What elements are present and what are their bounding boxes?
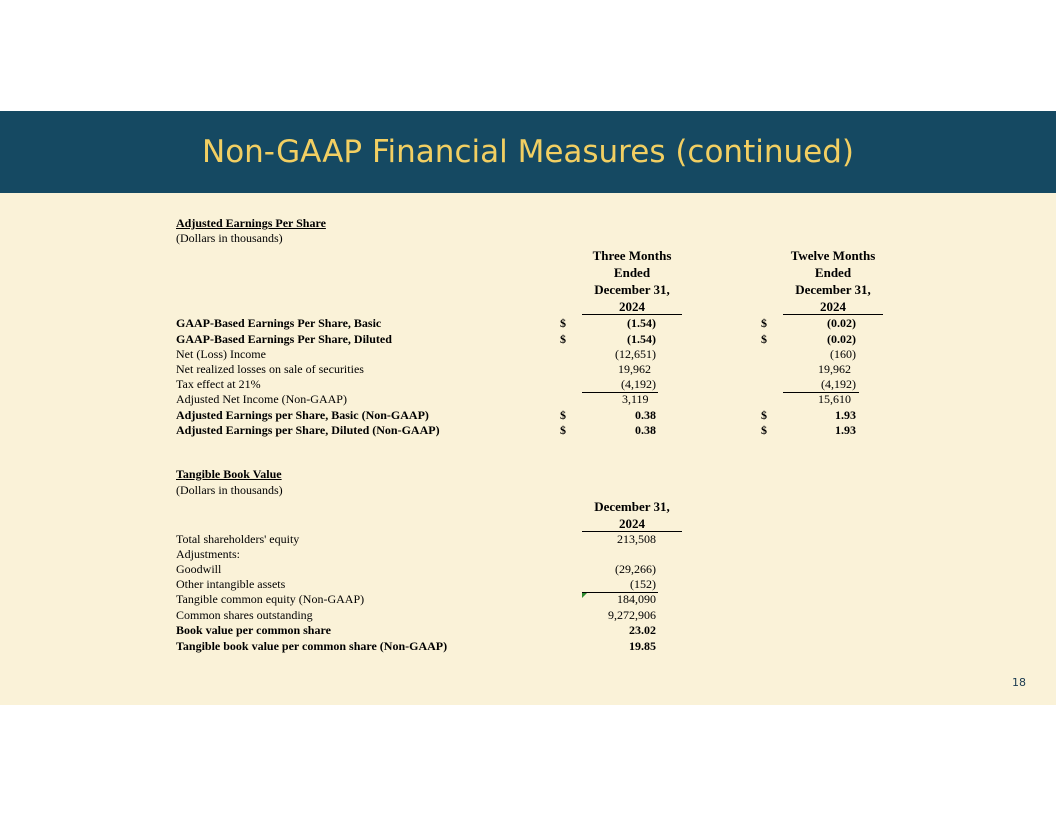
tbv-row-label: Adjustments: [176,547,241,561]
tbv-col-header-line: 2024 [619,516,645,531]
eps-row-currency: $ [560,332,566,346]
eps-row-label: Adjusted Earnings per Share, Basic (Non-GAAP) [176,408,429,422]
eps-row-label: Net (Loss) Income [176,347,266,361]
eps-row-value-twelve-months: 1.93 [835,408,856,422]
slide-title: Non-GAAP Financial Measures (continued) [202,134,854,170]
eps-row-value-twelve-months: (160) [830,347,856,361]
eps-col2-header-line: 2024 [820,299,846,314]
eps-col1-header-line: December 31, [594,282,670,297]
content-panel [0,193,1056,705]
eps-row-value-three-months: (4,192) [621,377,656,391]
eps-row-value-three-months: (1.54) [627,316,656,330]
eps-col2-header-line: Ended [814,265,852,280]
eps-section-subtitle: (Dollars in thousands) [176,231,283,245]
eps-row-value-three-months: 3,119 [622,392,649,406]
eps-row-value-three-months: 19,962 [618,362,651,376]
eps-col1-header-line: Three Months [592,248,672,263]
eps-row-label: GAAP-Based Earnings Per Share, Diluted [176,332,392,346]
eps-section-title: Adjusted Earnings Per Share [176,216,326,230]
eps-row-label: Adjusted Net Income (Non-GAAP) [176,392,347,406]
eps-row-label: Adjusted Earnings per Share, Diluted (Non-GAAP) [176,423,440,437]
eps-row-label: GAAP-Based Earnings Per Share, Basic [176,316,382,330]
tbv-row-label: Common shares outstanding [176,608,313,622]
eps-col2-header-line: Twelve Months [790,248,876,263]
tbv-row-value: 184,090 [617,592,656,606]
tbv-row-value: 9,272,906 [608,608,656,622]
eps-row-currency: $ [560,408,566,422]
eps-row-value-twelve-months: 1.93 [835,423,856,437]
eps-row-value-twelve-months: (4,192) [821,377,856,391]
tbv-row-value: 19.85 [629,639,656,653]
tbv-row-label: Tangible common equity (Non-GAAP) [176,592,365,606]
eps-row-currency: $ [761,332,767,346]
eps-col1-header-line: 2024 [619,299,645,314]
eps-row-currency: $ [560,316,566,330]
tbv-row-value: (29,266) [615,562,656,576]
eps-col2-header-line: December 31, [795,282,871,297]
eps-row-label: Net realized losses on sale of securities [176,362,364,376]
eps-row-value-twelve-months: (0.02) [827,316,856,330]
eps-row-currency: $ [761,316,767,330]
page-number: 18 [1012,676,1026,689]
eps-col2-header-rule [783,314,883,315]
eps-row-currency: $ [560,423,566,437]
eps-row-value-twelve-months: 19,962 [818,362,851,376]
tbv-col-header-line: December 31, [594,499,670,514]
eps-row-label: Tax effect at 21% [176,377,261,391]
eps-row-value-three-months: 0.38 [635,408,656,422]
tbv-row-label: Other intangible assets [176,577,286,591]
eps-row-value-twelve-months: (0.02) [827,332,856,346]
eps-row-value-twelve-months: 15,610 [818,392,851,406]
tbv-row-value: 23.02 [629,623,656,637]
eps-row-value-three-months: (1.54) [627,332,656,346]
eps-row-value-three-months: 0.38 [635,423,656,437]
tbv-section-title: Tangible Book Value [176,467,282,481]
tbv-row-value: (152) [630,577,656,591]
tbv-row-label: Tangible book value per common share (Non-GAAP) [176,639,448,653]
tbv-section-subtitle: (Dollars in thousands) [176,483,283,497]
tbv-row-value: 213,508 [617,532,656,546]
eps-col1-header-line: Ended [613,265,651,280]
eps-row-value-three-months: (12,651) [615,347,656,361]
tbv-row-label: Total shareholders' equity [176,532,300,546]
eps-col1-header-rule [582,314,682,315]
tbv-row-label: Goodwill [176,562,222,576]
eps-row-currency: $ [761,408,767,422]
eps-row-currency: $ [761,423,767,437]
tbv-row-label: Book value per common share [176,623,331,637]
